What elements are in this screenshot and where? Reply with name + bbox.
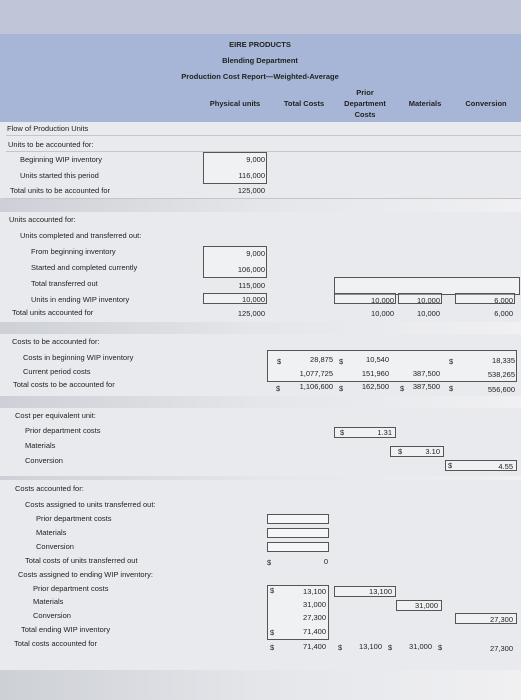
ending-prior-label: Prior department costs bbox=[33, 584, 109, 593]
started-completed-label: Started and completed currently bbox=[31, 263, 138, 272]
dollar-sign: $ bbox=[339, 357, 344, 366]
total-units-accounted-label: Total units accounted for bbox=[12, 308, 94, 317]
beg-total-value[interactable]: 28,875 bbox=[310, 355, 333, 364]
dollar-sign: $ bbox=[270, 643, 275, 652]
tot-conversion-value[interactable]: 556,600 bbox=[487, 385, 515, 394]
beginning-costs-label: Costs in beginning WIP inventory bbox=[23, 353, 134, 362]
ending-materials-col-value[interactable]: 31,000 bbox=[415, 601, 438, 610]
ending-wip-materials-value[interactable]: 10,000 bbox=[417, 296, 440, 305]
ending-conversion-label: Conversion bbox=[33, 611, 71, 620]
total-accounted-prior-value[interactable]: 13,100 bbox=[359, 642, 382, 651]
cur-total-value[interactable]: 1,077,725 bbox=[299, 369, 333, 378]
from-beginning-label: From beginning inventory bbox=[31, 247, 116, 256]
total-accounted-materials-value[interactable]: 31,000 bbox=[409, 642, 432, 651]
assigned-section-label: Costs accounted for: bbox=[15, 484, 84, 493]
dollar-sign: $ bbox=[438, 643, 443, 652]
total-accounted-label: Total costs accounted for bbox=[14, 639, 97, 648]
total-transferred-label: Total transferred out bbox=[31, 279, 98, 288]
transferred-prior-input[interactable] bbox=[267, 514, 329, 524]
col-physical-units: Physical units bbox=[209, 99, 261, 108]
per-unit-section-label: Cost per equivalent unit: bbox=[15, 411, 96, 420]
dollar-sign: $ bbox=[270, 586, 275, 595]
ending-conversion-col-value[interactable]: 27,300 bbox=[490, 615, 513, 624]
units-started-label: Units started this period bbox=[20, 171, 99, 180]
total-accounted-conversion-value[interactable]: 27,300 bbox=[490, 644, 513, 653]
ending-materials-label: Materials bbox=[33, 597, 64, 606]
total-units-physical-value[interactable]: 125,000 bbox=[237, 309, 265, 318]
dollar-sign: $ bbox=[400, 384, 405, 393]
current-costs-label: Current period costs bbox=[23, 367, 91, 376]
top-band bbox=[0, 0, 521, 34]
dollar-sign: $ bbox=[270, 628, 275, 637]
started-completed-value[interactable]: 106,000 bbox=[237, 265, 265, 274]
ending-wip-conversion-value[interactable]: 6,000 bbox=[494, 296, 513, 305]
transferred-conversion-label: Conversion bbox=[36, 542, 74, 551]
ending-conversion-total-value[interactable]: 27,300 bbox=[303, 613, 326, 622]
dollar-sign: $ bbox=[449, 384, 454, 393]
dollar-sign: $ bbox=[388, 643, 393, 652]
units-to-account-label: Units to be accounted for: bbox=[8, 140, 94, 149]
dollar-sign: $ bbox=[339, 384, 344, 393]
flow-section-label: Flow of Production Units bbox=[7, 124, 89, 133]
per-unit-materials-value[interactable]: 3.10 bbox=[425, 447, 440, 456]
cur-materials-value[interactable]: 387,500 bbox=[412, 369, 440, 378]
dollar-sign: $ bbox=[267, 558, 272, 567]
dollar-sign: $ bbox=[449, 357, 454, 366]
units-accounted-label: Units accounted for: bbox=[9, 215, 76, 224]
total-units-value[interactable]: 125,000 bbox=[237, 186, 265, 195]
per-unit-materials-label: Materials bbox=[25, 441, 56, 450]
col-prior-line1: Prior bbox=[356, 88, 374, 97]
dollar-sign: $ bbox=[448, 461, 453, 470]
per-unit-prior-label: Prior department costs bbox=[25, 426, 101, 435]
total-transferred-value[interactable]: 115,000 bbox=[238, 281, 265, 290]
dollar-sign: $ bbox=[277, 357, 282, 366]
transferred-costs-label: Costs assigned to units transferred out: bbox=[25, 500, 156, 509]
dollar-sign: $ bbox=[398, 447, 403, 456]
dollar-sign: $ bbox=[276, 384, 281, 393]
total-ending-label: Total ending WIP inventory bbox=[21, 625, 111, 634]
ending-wip-prior-value[interactable]: 10,000 bbox=[371, 296, 394, 305]
beg-prior-value[interactable]: 10,540 bbox=[366, 355, 389, 364]
costs-section-label: Costs to be accounted for: bbox=[12, 337, 100, 346]
dollar-sign: $ bbox=[340, 428, 345, 437]
beginning-wip-label: Beginning WIP inventory bbox=[20, 155, 102, 164]
total-transferred-costs-label: Total costs of units transferred out bbox=[25, 556, 138, 565]
dollar-sign: $ bbox=[338, 643, 343, 652]
per-unit-prior-value[interactable]: 1.31 bbox=[377, 428, 392, 437]
transferred-conversion-input[interactable] bbox=[267, 542, 329, 552]
report-title: Production Cost Report—Weighted-Average bbox=[181, 72, 339, 81]
total-accounted-total-value[interactable]: 71,400 bbox=[303, 642, 326, 651]
tot-prior-value[interactable]: 162,500 bbox=[361, 382, 389, 391]
beginning-wip-value[interactable]: 9,000 bbox=[246, 155, 265, 164]
tot-total-value[interactable]: 1,106,600 bbox=[299, 382, 333, 391]
col-total-costs: Total Costs bbox=[283, 99, 325, 108]
ending-prior-col-value[interactable]: 13,100 bbox=[369, 587, 392, 596]
transferred-materials-input[interactable] bbox=[267, 528, 329, 538]
col-conversion: Conversion bbox=[465, 99, 507, 108]
units-started-value[interactable]: 116,000 bbox=[238, 171, 265, 180]
company-title: EIRE PRODUCTS bbox=[229, 40, 291, 49]
total-costs-label: Total costs to be accounted for bbox=[13, 380, 115, 389]
ending-materials-total-value[interactable]: 31,000 bbox=[303, 600, 326, 609]
total-prior-value[interactable]: 10,000 bbox=[371, 309, 394, 318]
transferred-prior-label: Prior department costs bbox=[36, 514, 112, 523]
ending-wip-physical-value[interactable]: 10,000 bbox=[242, 295, 265, 304]
tot-materials-value[interactable]: 387,500 bbox=[412, 382, 440, 391]
units-completed-label: Units completed and transferred out: bbox=[20, 231, 142, 240]
total-ending-value[interactable]: 71,400 bbox=[303, 627, 326, 636]
total-materials-value[interactable]: 10,000 bbox=[417, 309, 440, 318]
department-title: Blending Department bbox=[222, 56, 298, 65]
ending-wip-units-label: Units in ending WIP inventory bbox=[31, 295, 130, 304]
from-beginning-value[interactable]: 9,000 bbox=[246, 249, 265, 258]
cur-prior-value[interactable]: 151,960 bbox=[361, 369, 389, 378]
ending-prior-total-value[interactable]: 13,100 bbox=[303, 587, 326, 596]
col-prior-line3: Costs bbox=[354, 110, 376, 119]
col-materials: Materials bbox=[408, 99, 442, 108]
transferred-total-value[interactable]: 0 bbox=[323, 557, 328, 566]
cur-conversion-value[interactable]: 538,265 bbox=[487, 370, 515, 379]
transferred-materials-label: Materials bbox=[36, 528, 67, 537]
ending-costs-label: Costs assigned to ending WIP inventory: bbox=[18, 570, 153, 579]
per-unit-conversion-label: Conversion bbox=[25, 456, 63, 465]
beg-conversion-value[interactable]: 18,335 bbox=[492, 356, 515, 365]
total-units-label: Total units to be accounted for bbox=[10, 186, 111, 195]
total-conversion-value[interactable]: 6,000 bbox=[494, 309, 513, 318]
per-unit-conversion-value[interactable]: 4.55 bbox=[498, 462, 513, 471]
col-prior-line2: Department bbox=[344, 99, 386, 108]
